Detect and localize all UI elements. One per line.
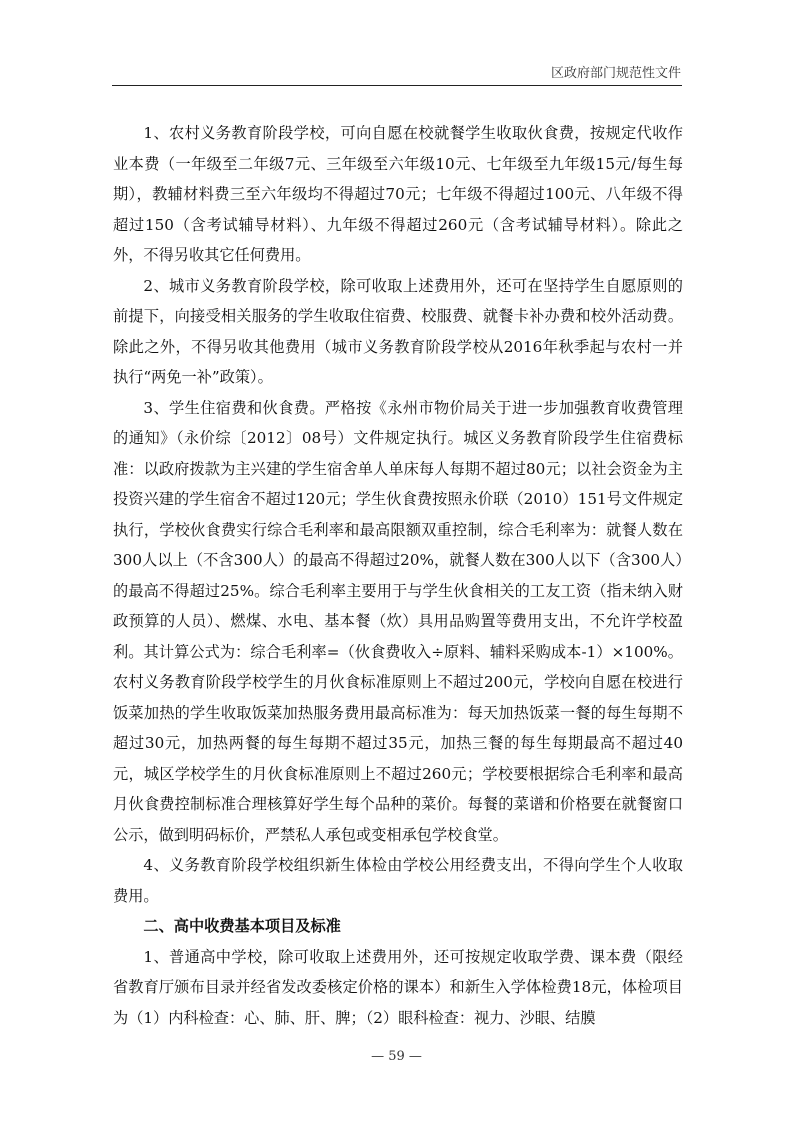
document-body — [113, 118, 683, 1033]
header-rule — [112, 85, 682, 86]
page-number: — 59 — — [371, 1049, 422, 1064]
page-header-title: 区政府部门规范性文件 — [550, 66, 681, 81]
paragraph-rural-fees: 1、农村义务教育阶段学校，可向自愿在校就餐学生收取伙食费，按规定代收作业本费（一年级至二年级7元、三年级至六年级10元、七年级至九年级15元/每生每期），教辅材料费三至六年级均不得超过70元；七年级不得超过100元、八年级不得 超过150（含考试辅导材料）、九年级不得超过260元（含考试辅导材料）。除此之外，不得另收其它任何费用。 — [113, 124, 683, 264]
paragraph-urban-fees: 2、城市义务教育阶段学校，除可收取上述费用外，还可在坚持学生自愿原则的前提下，向接受相关服务的学生收取住宿费、校服费、就餐卡补办费和校外活动费。除此之外，不得另收其他费用（城市义务教育阶段学校从2016年秋季起与农村一并执行“两免一补”政策）。 — [113, 276, 683, 386]
paragraph-high-school-fees: 1、普通高中学校，除可收取上述费用外，还可按规定收取学费、课本费（限经省教育厅颁布目录并经省发改委核定价格的课本）和新生入学体检费18元，体检项目为（1）内科检查：心、肺、肝、脾；（2）眼科检查：视力、沙眼、结膜 — [113, 947, 683, 1027]
paragraph-health-check: 4、义务教育阶段学校组织新生体检由学校公用经费支出，不得向学生个人收取费用。 — [113, 856, 683, 905]
section-heading-high-school: 二、高中收费基本项目及标准 — [143, 917, 341, 935]
paragraph-accommodation-meal-fees: 3、学生住宿费和伙食费。严格按《永州市物价局关于进一步加强教育收费管理的通知》（永价综〔2012〕08号）文件规定执行。城区义务教育阶段学生住宿费标准：以政府拨款为主兴建的学生宿舍单人单床每人每期不超过80元；以社会资金为主投资兴建的学生宿舍不超过120元；学生伙食费按照永价联（2010）151号文件规定执行，学校伙食费实行综合毛利率和最高限额双重控制，综合毛利率为：就餐人数在300人以上（不含300人）的最高不得超过20%，就餐人数在300人以下（含300人）的最高不得超过25%。综合毛利率主要用于与学生伙食相关的工友工资（指未纳入财政预算的人员）、燃煤、水电、基本餐（炊）具用品购置等费用支出，不允许学校盈利。其计算公式为：综合毛利率=（伙食费收入÷原料、辅料采购成本-1）×100%。农村义务教育阶段学校学生的月伙食标准原则上不超过200元，学校向自愿在校进行饭菜加热的学生收取饭菜加热服务费用最高标准为：每天加热饭菜一餐的每生每期不超过30元，加热两餐的每生每期不超过35元，加热三餐的每生每期最高不超过40元，城区学校学生的月伙食标准原则上不超过260元；学校要根据综合毛利率和最高月伙食费控制标准合理核算好学生每个品种的菜价。每餐的菜谱和价格要在就餐窗口公示，做到明码标价，严禁私人承包或变相承包学校食堂。 — [113, 398, 683, 844]
